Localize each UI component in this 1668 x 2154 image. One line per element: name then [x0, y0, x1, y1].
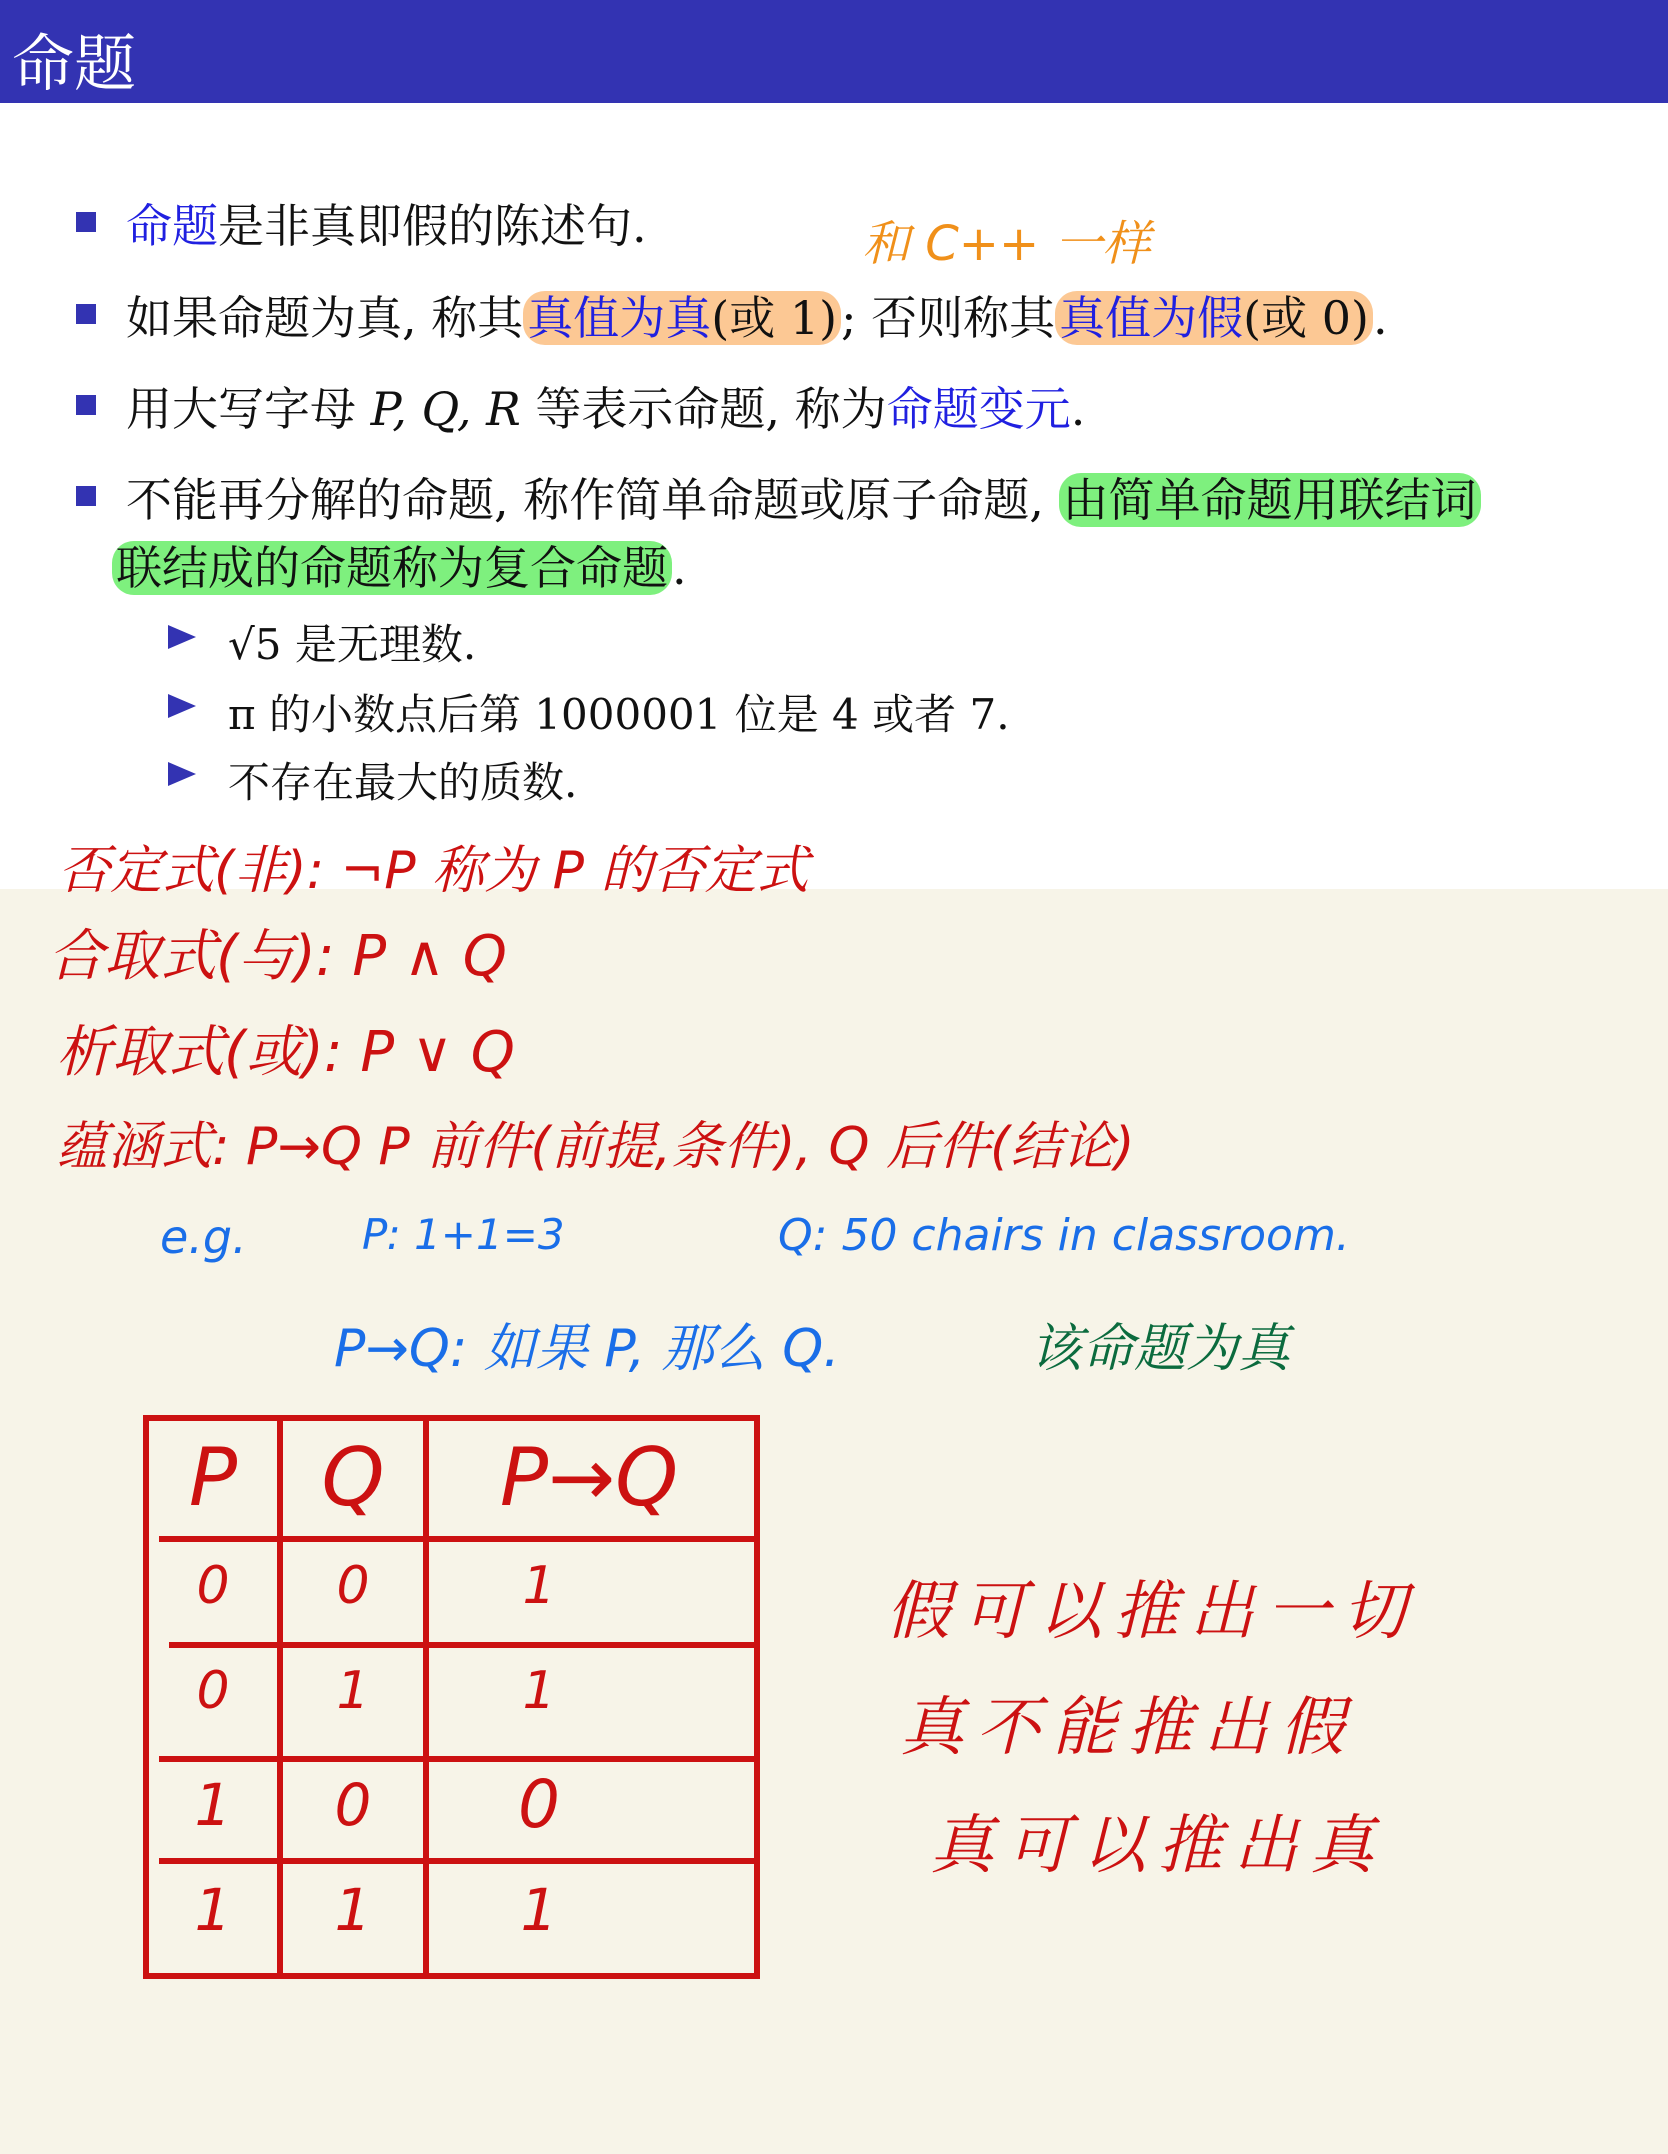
- note-disjunction: 析取式(或): P ∨ Q: [56, 1020, 515, 1085]
- text: 用大写字母: [126, 382, 371, 436]
- table-header: P: [188, 1431, 238, 1524]
- text: 等表示命题, 称为: [520, 382, 887, 436]
- text: 如果命题为真, 称其: [126, 291, 524, 345]
- math: P, Q, R: [370, 382, 521, 436]
- sub-item: √5 是无理数.: [228, 620, 477, 669]
- table-header: P→Q: [499, 1431, 679, 1524]
- note-right: 真不能推出假: [900, 1691, 1356, 1765]
- table-cell: 1: [336, 1661, 370, 1721]
- text: 是非真即假的陈述句.: [218, 199, 647, 253]
- note-negation: 否定式(非): ¬P 称为 P 的否定式: [58, 841, 809, 901]
- bullet-icon: [76, 395, 96, 415]
- table-cell: 1: [194, 1876, 232, 1944]
- table-cell: 0: [196, 1661, 230, 1721]
- term: 命题变元: [886, 382, 1071, 436]
- term: 命题: [126, 199, 218, 253]
- text: ; 否则称其: [841, 291, 1056, 345]
- bullet-4-cont: [112, 532, 687, 598]
- table-cell: 1: [522, 1661, 556, 1721]
- sub-item: π 的小数点后第 1000001 位是 4 或者 7.: [228, 690, 1010, 739]
- highlight: 联结成的命题称为复合命题: [112, 541, 672, 595]
- text: (或 1): [711, 291, 838, 345]
- table-cell: 0: [334, 1771, 372, 1839]
- note-eg: e.g.: [160, 1210, 247, 1264]
- note-implication: 蕴涵式: P→Q P 前件(前提,条件), Q 后件(结论): [56, 1117, 1135, 1177]
- bullet-icon: [76, 486, 96, 506]
- term: 真值为假: [1059, 291, 1244, 345]
- triangle-bullet-icon: [168, 625, 196, 649]
- triangle-bullet-icon: [168, 762, 196, 786]
- bullet-3: [126, 373, 1085, 439]
- sub-item: 不存在最大的质数.: [228, 758, 578, 807]
- highlight: 由简单命题用联结词: [1059, 473, 1481, 527]
- table-cell: 1: [520, 1876, 558, 1944]
- truth-table: [143, 1415, 760, 1979]
- note-cpp: 和 C++ 一样: [862, 216, 1151, 272]
- slide-header: [0, 0, 1668, 103]
- note-eg-q: Q: 50 chairs in classroom.: [778, 1210, 1350, 1261]
- table-divider: [169, 1642, 754, 1648]
- bullet-icon: [76, 304, 96, 324]
- table-cell: 0: [518, 1766, 560, 1843]
- term: 真值为真: [527, 291, 712, 345]
- table-cell: 0: [196, 1556, 230, 1616]
- table-header: Q: [321, 1431, 385, 1524]
- table-cell: 1: [522, 1556, 556, 1616]
- text: (或 0): [1243, 291, 1369, 345]
- table-divider: [159, 1756, 754, 1762]
- text: 不能再分解的命题, 称作简单命题或原子命题,: [126, 473, 1059, 527]
- bullet-2: [126, 282, 1388, 348]
- text: .: [672, 541, 687, 595]
- bullet-1: [126, 190, 647, 256]
- highlight-false: [1055, 291, 1373, 345]
- text: .: [1372, 291, 1388, 345]
- text: .: [1070, 382, 1086, 436]
- note-eg-true: 该命题为真: [1030, 1319, 1291, 1379]
- highlight-true: [523, 291, 841, 345]
- note-right: 假可以推出一切: [886, 1575, 1418, 1649]
- table-cell: 1: [334, 1876, 372, 1944]
- note-right: 真可以推出真: [930, 1809, 1386, 1883]
- note-eg-implication: P→Q: 如果 P, 那么 Q.: [334, 1319, 840, 1379]
- note-conjunction: 合取式(与): P ∧ Q: [48, 924, 507, 989]
- bullet-4: [126, 464, 1481, 530]
- triangle-bullet-icon: [168, 694, 196, 718]
- table-divider: [159, 1858, 754, 1864]
- bullet-icon: [76, 212, 96, 232]
- table-cell: 0: [336, 1556, 370, 1616]
- table-divider: [159, 1536, 754, 1542]
- slide-title: 命题: [12, 27, 137, 100]
- table-cell: 1: [194, 1771, 232, 1839]
- note-eg-p: P: 1+1=3: [362, 1210, 565, 1259]
